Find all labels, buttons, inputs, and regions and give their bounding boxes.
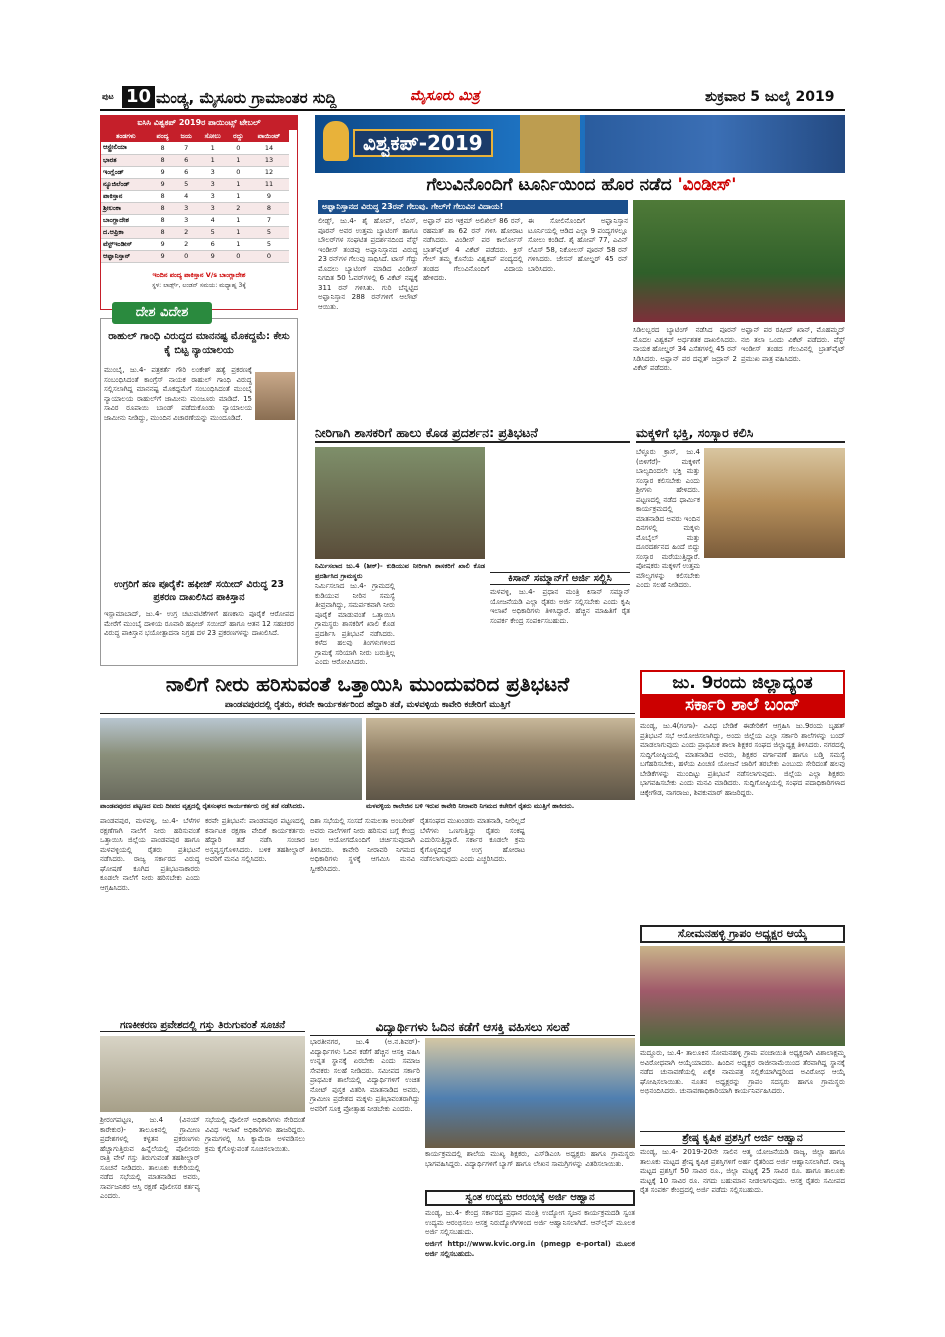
table-cell: 5 xyxy=(249,238,289,250)
table-cell: 1 xyxy=(228,178,249,190)
udyami-link[interactable]: ಅರ್ಜಿಗೆ http://www.kvic.org.in (pmegp e-portal) ಮೂಲಕ ಅರ್ಜಿ ಸಲ್ಲಿಸಬಹುದು. xyxy=(425,1240,635,1258)
table-cell: 2 xyxy=(175,226,198,238)
table-row xyxy=(101,154,289,166)
dharna-col-5 xyxy=(530,817,635,1015)
points-table-header: ಪಾಯಿಂಟ್ xyxy=(249,130,289,142)
table-cell: 12 xyxy=(249,166,289,178)
students-col-3 xyxy=(310,1190,420,1248)
ganakikarana-photo xyxy=(100,1036,305,1112)
rahul-headline: ರಾಹುಲ್ ಗಾಂಧಿ ವಿರುದ್ಧದ ಮಾನನಷ್ಟ ಮೊಕದ್ದಮೆ: ಕೇಸು ಕೈ ಬಿಟ್ಟ ನ್ಯಾಯಾಲಯ xyxy=(108,331,290,356)
table-cell: 4 xyxy=(198,214,228,226)
dharna-col-3: ದಿಶಾ ಸಭೆಯಲ್ಲಿ ಸಂಸದೆ ಸುಮಲತಾ ಅಂಬರೀಶ್ ಅವರು ನಾಲೆಗಳಿಗೆ ನೀರು ಹರಿಸುವ ಬಗ್ಗೆ ಕೇಂದ್ರ ಜಲ ಆಯೋಗದೊಂದಿಗೆ ಚರ್ಚಿಸುವುದಾಗಿ ತಿಳಿಸಿದರು. ಕಾವೇರಿ ನೀರಾವರಿ ನಿಗಮದ ಅಧಿಕಾರಿಗಳು ಸ್ಥಳಕ್ಕೆ ಆಗಮಿಸಿ ಮನವಿ ಸ್ವೀಕರಿಸಿದರು. xyxy=(310,817,415,873)
somanahalli-body: ಮದ್ದೂರು, ಜು.4- ತಾಲೂಕಿನ ಸೋಮನಹಳ್ಳಿ ಗ್ರಾಮ ಪಂಚಾಯಿತಿ ಅಧ್ಯಕ್ಷರಾಗಿ ವಿಶಾಲಾಕ್ಷಮ್ಮ ಅವಿರೋಧವಾಗಿ ಆಯ್ಕೆಯಾದರು. ಹಿಂದಿನ ಅಧ್ಯಕ್ಷರ ರಾಜೀನಾಮೆಯಿಂದ ತೆರವಾಗಿದ್ದ ಸ್ಥಾನಕ್ಕೆ ನಡೆದ ಚುನಾವಣೆಯಲ್ಲಿ ಏಕೈಕ ನಾಮಪತ್ರ ಸಲ್ಲಿಕೆಯಾಗಿದ್ದರಿಂದ ಅವಿರೋಧ ಆಯ್ಕೆ ಘೋಷಿಸಲಾಯಿತು. ನೂತನ ಅಧ್ಯಕ್ಷರನ್ನು ಗ್ರಾಪಂ ಸದಸ್ಯರು ಹಾಗೂ ಗ್ರಾಮಸ್ಥರು ಅಭಿನಂದಿಸಿದರು. ಚುನಾವಣಾಧಿಕಾರಿಯಾಗಿ ಕಾರ್ಯನಿರ್ವಹಿಸಿದರು. xyxy=(640,1049,845,1095)
krishi-headline: ಶ್ರೇಷ್ಠ ಕೃಷಿಕ ಪ್ರಶಸ್ತಿಗೆ ಅರ್ಜಿ ಆಹ್ವಾನ xyxy=(640,1131,845,1146)
table-cell: ಪಾಕಿಸ್ತಾನ xyxy=(101,190,151,202)
students-col-2: ಕಾರ್ಯಕ್ರಮದಲ್ಲಿ ಶಾಲೆಯ ಮುಖ್ಯ ಶಿಕ್ಷಕರು, ಎಸ್‌ಡಿಎಂಸಿ ಅಧ್ಯಕ್ಷರು ಹಾಗೂ ಗ್ರಾಮಸ್ಥರು ಭಾಗವಹಿಸಿದ್ದರು. ವಿದ್ಯಾರ್ಥಿಗಳಿಗೆ ಬ್ಯಾಗ್ ಹಾಗೂ ಲೇಖನ ಸಾಮಗ್ರಿಗಳನ್ನು ವಿತರಿಸಲಾಯಿತು. xyxy=(425,1150,635,1168)
table-cell: 6 xyxy=(175,154,198,166)
table-cell: 0 xyxy=(228,250,249,262)
table-cell: 8 xyxy=(151,154,175,166)
bandh-headline-1: ಜು. 9ರಂದು ಜಿಲ್ಲಾದ್ಯಂತ xyxy=(672,673,813,693)
kisan-headline: ಕಿಸಾನ್ ಸಮ್ಮಾನ್‌ಗೆ ಅರ್ಜಿ ಸಲ್ಲಿಸಿ xyxy=(490,572,630,585)
table-cell: 2 xyxy=(175,238,198,250)
page-number: 10 xyxy=(122,86,155,108)
hafeez-headline: ಉಗ್ರರಿಗೆ ಹಣ ಪೂರೈಕೆ: ಹಫೀಜ್ ಸಯೀದ್ ವಿರುದ್ಧ 23 ಪ್ರಕರಣ ದಾಖಲಿಸಿದ ಪಾಕಿಸ್ತಾನ xyxy=(113,579,285,603)
students-headline: ವಿದ್ಯಾರ್ಥಿಗಳು ಓದಿನ ಕಡೆಗೆ ಆಸಕ್ತಿ ವಹಿಸಲು ಸಲಹೆ xyxy=(310,1020,635,1036)
rahul-body-continued xyxy=(104,440,294,574)
worldcup-col-3: ಈ ಸೋಲಿನೊಂದಿಗೆ ಅಫ್ಘಾನಿಸ್ತಾನ ಟೂರ್ನಿಯಲ್ಲಿ ಆಡಿದ ಎಲ್ಲಾ 9 ಪಂದ್ಯಗಳಲ್ಲೂ ಸೋಲು ಕಂಡಿದೆ. ಶೈ ಹೋಪ್ 77, ಎವಿನ್ ಲೆವಿಸ್ 58, ನಿಕೋಲಸ್ ಪೂರನ್ 58 ರನ್ ಗಳಿಸಿದರು. ಜೇಸನ್ ಹೋಲ್ಡರ್ 45 ರನ್ ಬಾರಿಸಿದರು. xyxy=(528,217,628,273)
section-title: ಮಂಡ್ಯ, ಮೈಸೂರು ಗ್ರಾಮಾಂತರ ಸುದ್ದಿ xyxy=(156,89,337,107)
worldcup-col-4: ಸಿಡಿಲಬ್ಬರದ ಬ್ಯಾಟಿಂಗ್ ನಡೆಸಿದ ಪೂರನ್ ಮೊದಲ ವಿಶ್ವಕಪ್ ಅರ್ಧಶತಕ ದಾಖಲಿಸಿದರು. ನಾಯಕ ಹೋಲ್ಡರ್ 34 ಎಸೆತಗಳಲ್ಲಿ 45 ರನ್ ಸಿಡಿಸಿದರು. ಅಫ್ಘಾನ್ ಪರ ದವ್ಲತ್ ಜದ್ರಾನ್ 2 ವಿಕೆಟ್ ಪಡೆದರು. xyxy=(633,326,737,372)
table-cell: 9 xyxy=(151,250,175,262)
points-table-header: ಸೋಲು xyxy=(198,130,228,142)
values-photo xyxy=(704,448,845,558)
somanahalli-headline: ಸೋಮನಹಳ್ಳಿ ಗ್ರಾಪಂ ಅಧ್ಯಕ್ಷರ ಆಯ್ಕೆ xyxy=(640,925,845,943)
somanahalli-photo xyxy=(640,946,845,1046)
table-cell: 3 xyxy=(198,166,228,178)
dharna-photo-1 xyxy=(100,718,362,800)
points-table-box xyxy=(100,115,298,310)
stumps-graphic xyxy=(520,115,580,173)
trophy-icon xyxy=(323,121,349,161)
worldcup-col-5: ಅಫ್ಘಾನ್ ಪರ ರಷೀದ್ ಖಾನ್, ಮೊಹಮ್ಮದ್ ನಬಿ ತಲಾ ಒಂದು ವಿಕೆಟ್ ಪಡೆದರು. ವೆಸ್ಟ್ ಇಂಡೀಸ್ ತಂಡದ ಗೆಲುವಿನಲ್ಲಿ ಬ್ರಾತ್‌ವೈಟ್ ಪ್ರಮುಖ ಪಾತ್ರ ವಹಿಸಿದರು. xyxy=(741,326,845,363)
today-match: ಇಂದಿನ ಪಂದ್ಯ ಪಾಕಿಸ್ತಾನ V/s ಬಾಂಗ್ಲಾದೇಶ xyxy=(152,270,246,279)
dharna-col-4: ರೈತಸಂಘದ ಮುಖಂಡರು ಮಾತನಾಡಿ, ನೀರಿಲ್ಲದೆ ಬೆಳೆಗಳು ಒಣಗುತ್ತಿದ್ದು ರೈತರು ಸಂಕಷ್ಟ ಎದುರಿಸುತ್ತಿದ್ದಾರೆ. ಸರ್ಕಾರ ಕೂಡಲೇ ಕ್ರಮ ಕೈಗೊಳ್ಳದಿದ್ದರೆ ಉಗ್ರ ಹೋರಾಟ ನಡೆಸಲಾಗುವುದು ಎಂದು ಎಚ್ಚರಿಸಿದರು. xyxy=(420,817,525,863)
desha-videsha-label: ದೇಶ ವಿದೇಶ xyxy=(112,302,212,324)
table-cell: 3 xyxy=(198,202,228,214)
table-cell: 0 xyxy=(228,142,249,154)
worldcup-subhead: ಅಫ್ಘಾನಿಸ್ತಾನದ ವಿರುದ್ಧ 23ರನ್ ಗೆಲುವು. ಗೇಲ್‌ಗೆ ಗೆಲುವಿನ ವಿದಾಯ! xyxy=(318,200,628,214)
rahul-photo xyxy=(255,372,295,420)
bandh-headline-2: ಸರ್ಕಾರಿ ಶಾಲೆ ಬಂದ್ xyxy=(642,694,843,716)
windies-photo xyxy=(633,200,845,322)
table-cell: ಬಾಂಗ್ಲಾದೇಶ xyxy=(101,214,151,226)
krishi-body: ಮಂಡ್ಯ, ಜು.4- 2019-20ನೇ ಸಾಲಿನ ಆತ್ಮ ಯೋಜನೆಯಡಿ ರಾಜ್ಯ, ಜಿಲ್ಲಾ ಹಾಗೂ ತಾಲೂಕು ಮಟ್ಟದ ಶ್ರೇಷ್ಠ ಕೃಷಿಕ ಪ್ರಶಸ್ತಿಗಳಿಗೆ ಅರ್ಹ ರೈತರಿಂದ ಅರ್ಜಿ ಆಹ್ವಾನಿಸಲಾಗಿದೆ. ರಾಜ್ಯ ಮಟ್ಟದ ಪ್ರಶಸ್ತಿಗೆ 50 ಸಾವಿರ ರೂ., ಜಿಲ್ಲಾ ಮಟ್ಟಕ್ಕೆ 25 ಸಾವಿರ ರೂ. ಹಾಗೂ ತಾಲೂಕು ಮಟ್ಟಕ್ಕೆ 10 ಸಾವಿರ ರೂ. ನಗದು ಬಹುಮಾನ ನೀಡಲಾಗುವುದು. ಆಸಕ್ತ ರೈತರು ಸಮೀಪದ ರೈತ ಸಂಪರ್ಕ ಕೇಂದ್ರದಲ್ಲಿ ಅರ್ಜಿ ಪಡೆದು ಸಲ್ಲಿಸಬಹುದು. xyxy=(640,1148,845,1194)
table-cell: 1 xyxy=(228,214,249,226)
points-table-header: ಜಯ xyxy=(175,130,198,142)
table-cell: 1 xyxy=(228,154,249,166)
table-cell: 0 xyxy=(175,250,198,262)
table-cell: 8 xyxy=(151,214,175,226)
match-venue: ಸ್ಥಳ: ಲಾರ್ಡ್ಸ್, ಲಂಡನ್ ಸಮಯ: ಮಧ್ಯಾಹ್ನ 3ಕ್ಕೆ xyxy=(152,281,246,289)
team-photo xyxy=(585,115,845,173)
table-cell: 1 xyxy=(228,190,249,202)
worldcup-col-1: ಲೀಡ್ಸ್, ಜು.4- ಶೈ ಹೋಪ್, ಲೆವಿಸ್, ಪೂರನ್ ಅವರ ಉತ್ತಮ ಬ್ಯಾಟಿಂಗ್ ಹಾಗೂ ಬೌಲರ್‌ಗಳ ಸಂಘಟಿತ ಪ್ರದರ್ಶನದಿಂದ ವೆಸ್ಟ್ ಇಂಡೀಸ್ ತಂಡವು ಅಫ್ಘಾನಿಸ್ತಾನದ ವಿರುದ್ಧ 23 ರನ್‌ಗಳ ಗೆಲುವು ಸಾಧಿಸಿದೆ. ಟಾಸ್ ಗೆದ್ದು ಮೊದಲು ಬ್ಯಾಟಿಂಗ್ ಮಾಡಿದ ವಿಂಡೀಸ್ ನಿಗದಿತ 50 ಓವರ್‌ಗಳಲ್ಲಿ 6 ವಿಕೆಟ್ ನಷ್ಟಕ್ಕೆ 311 ರನ್ ಗಳಿಸಿತು. ಗುರಿ ಬೆನ್ನಟ್ಟಿದ ಅಫ್ಘಾನಿಸ್ತಾನ 288 ರನ್‌ಗಳಿಗೆ ಆಲೌಟ್ ಆಯಿತು. xyxy=(318,217,418,311)
table-cell: 3 xyxy=(198,178,228,190)
table-cell: 8 xyxy=(151,190,175,202)
kisan-body: ಮಳವಳ್ಳಿ, ಜು.4- ಪ್ರಧಾನ ಮಂತ್ರಿ ಕಿಸಾನ್ ಸಮ್ಮಾನ್ ಯೋಜನೆಯಡಿ ಎಲ್ಲಾ ರೈತರು ಅರ್ಜಿ ಸಲ್ಲಿಸಬೇಕು ಎಂದು ಕೃಷಿ ಇಲಾಖೆ ಅಧಿಕಾರಿಗಳು ತಿಳಿಸಿದ್ದಾರೆ. ಹೆಚ್ಚಿನ ಮಾಹಿತಿಗೆ ರೈತ ಸಂಪರ್ಕ ಕೇಂದ್ರ ಸಂಪರ್ಕಿಸಬಹುದು. xyxy=(490,588,630,625)
worldcup-label: ವಿಶ್ವಕಪ್-2019 xyxy=(353,129,493,157)
bandh-headline-box xyxy=(640,670,845,718)
hafeez-body: ಇಸ್ಲಾಮಾಬಾದ್, ಜು.4- ಉಗ್ರ ಚಟುವಟಿಕೆಗಳಿಗೆ ಹಣಕಾಸು ಪೂರೈಕೆ ಆರೋಪದ ಮೇರೆಗೆ ಮುಂಬೈ ದಾಳಿಯ ರೂವಾರಿ ಹಫೀಜ್ ಸಯೀದ್ ಹಾಗೂ ಆತನ 12 ಸಹಚರರ ವಿರುದ್ಧ ಪಾಕಿಸ್ತಾನ ಭಯೋತ್ಪಾದನಾ ನಿಗ್ರಹ ದಳ 23 ಪ್ರಕರಣಗಳನ್ನು ದಾಖಲಿಸಿದೆ. xyxy=(104,610,294,637)
values-col-2 xyxy=(704,562,845,666)
table-cell: 8 xyxy=(151,226,175,238)
table-cell: 9 xyxy=(151,178,175,190)
dharna-col-1: ಪಾಂಡವಪುರ, ಮಳವಳ್ಳಿ, ಜು.4- ಬೆಳೆಗಳ ರಕ್ಷಣೆಗಾಗಿ ನಾಲೆಗೆ ನೀರು ಹರಿಸುವಂತೆ ಒತ್ತಾಯಿಸಿ ಜಿಲ್ಲೆಯ ಪಾಂಡವಪುರ ಹಾಗೂ ಮಳವಳ್ಳಿಯಲ್ಲಿ ರೈತರು ಪ್ರತಿಭಟನೆ ನಡೆಸಿದರು. ರಾಜ್ಯ ಸರ್ಕಾರದ ವಿರುದ್ಧ ಘೋಷಣೆ ಕೂಗಿದ ಪ್ರತಿಭಟನಾಕಾರರು ಕೂಡಲೇ ನಾಲೆಗೆ ನೀರು ಹರಿಸಬೇಕು ಎಂದು ಆಗ್ರಹಿಸಿದರು. xyxy=(100,817,200,892)
table-cell: 8 xyxy=(249,202,289,214)
table-cell: 1 xyxy=(228,226,249,238)
table-cell: 2 xyxy=(228,202,249,214)
table-row xyxy=(101,178,289,190)
table-cell: 5 xyxy=(249,226,289,238)
worldcup-banner xyxy=(315,115,845,173)
bandh-body: ಮಂಡ್ಯ, ಜು.4(ಗಂಗಾ)- ವಿವಿಧ ಬೇಡಿಕೆ ಈಡೇರಿಕೆಗೆ ಆಗ್ರಹಿಸಿ ಜು.9ರಂದು ಬೃಹತ್ ಪ್ರತಿಭಟನೆ ಸಭೆ ಆಯೋಜಿಸಲಾಗಿದ್ದು, ಅಂದು ಜಿಲ್ಲೆಯ ಎಲ್ಲಾ ಸರ್ಕಾರಿ ಶಾಲೆಗಳನ್ನು ಬಂದ್ ಮಾಡಲಾಗುವುದು ಎಂದು ಪ್ರಾಥಮಿಕ ಶಾಲಾ ಶಿಕ್ಷಕರ ಸಂಘದ ಜಿಲ್ಲಾಧ್ಯಕ್ಷ ತಿಳಿಸಿದರು. ನಗರದಲ್ಲಿ ಸುದ್ದಿಗೋಷ್ಠಿಯಲ್ಲಿ ಮಾತನಾಡಿದ ಅವರು, ಶಿಕ್ಷಕರ ವರ್ಗಾವಣೆ ಹಾಗೂ ಬಡ್ತಿ ಸಮಸ್ಯೆ ಬಗೆಹರಿಸಬೇಕು, ಹಳೆಯ ಪಿಂಚಣಿ ಯೋಜನೆ ಜಾರಿಗೆ ತರಬೇಕು ಎಂಬುದು ಸೇರಿದಂತೆ ಹಲವು ಬೇಡಿಕೆಗಳನ್ನು ಮುಂದಿಟ್ಟು ಪ್ರತಿಭಟನೆ ನಡೆಸಲಾಗುವುದು. ಜಿಲ್ಲೆಯ ಎಲ್ಲಾ ಶಿಕ್ಷಕರು ಭಾಗವಹಿಸಬೇಕು ಎಂದು ಮನವಿ ಮಾಡಿದರು. ಸುದ್ದಿಗೋಷ್ಠಿಯಲ್ಲಿ ಸಂಘದ ಪದಾಧಿಕಾರಿಗಳಾದ ಚಿಕ್ಕೇಗೌಡ, ನಾಗರಾಜು, ಶಿವಕುಮಾರ್ ಹಾಜರಿದ್ದರು. xyxy=(640,722,845,797)
table-cell: 8 xyxy=(151,202,175,214)
page-label: ಪುಟ xyxy=(102,92,114,101)
worldcup-headline-red: 'ವಿಂಡೀಸ್' xyxy=(677,175,737,195)
table-cell: 1 xyxy=(198,142,228,154)
table-cell: ಆಫ್ಘಾನಿಸ್ತಾನ್ xyxy=(101,250,151,262)
table-row xyxy=(101,238,289,250)
table-cell: 3 xyxy=(175,202,198,214)
table-cell: 4 xyxy=(175,190,198,202)
students-col-1: ಭಾರತೀನಗರ, ಜು.4 (ಅ.ನ.ಶಿವರ್)- ವಿದ್ಯಾರ್ಥಿಗಳು ಓದಿನ ಕಡೆಗೆ ಹೆಚ್ಚಿನ ಆಸಕ್ತಿ ವಹಿಸಿ ಉನ್ನತ ಸ್ಥಾನಕ್ಕೆ ಏರಬೇಕು ಎಂದು ಸಮಾಜ ಸೇವಕರು ಸಲಹೆ ನೀಡಿದರು. ಸಮೀಪದ ಸರ್ಕಾರಿ ಪ್ರಾಥಮಿಕ ಶಾಲೆಯಲ್ಲಿ ವಿದ್ಯಾರ್ಥಿಗಳಿಗೆ ಉಚಿತ ನೋಟ್ ಪುಸ್ತಕ ವಿತರಿಸಿ ಮಾತನಾಡಿದ ಅವರು, ಗ್ರಾಮೀಣ ಪ್ರದೇಶದ ಮಕ್ಕಳು ಪ್ರತಿಭಾವಂತರಾಗಿದ್ದು ಅವರಿಗೆ ಸೂಕ್ತ ಪ್ರೋತ್ಸಾಹ ನೀಡಬೇಕು ಎಂದರು. xyxy=(310,1038,420,1113)
table-row xyxy=(101,166,289,178)
udyami-body: ಮಂಡ್ಯ, ಜು.4- ಕೇಂದ್ರ ಸರ್ಕಾರದ ಪ್ರಧಾನ ಮಂತ್ರಿ ಉದ್ಯೋಗ ಸೃಜನ ಕಾರ್ಯಕ್ರಮದಡಿ ಸ್ವಂತ ಉದ್ಯಮ ಆರಂಭಿಸಲು ಆಸಕ್ತ ನಿರುದ್ಯೋಗಿಗಳಿಂದ ಅರ್ಜಿ ಆಹ್ವಾನಿಸಲಾಗಿದೆ. ಆನ್‌ಲೈನ್ ಮೂಲಕ ಅರ್ಜಿ ಸಲ್ಲಿಸಬಹುದು. xyxy=(425,1209,635,1236)
water-protest-col-2 xyxy=(400,582,485,666)
table-row xyxy=(101,202,289,214)
points-table-header: ಪಂದ್ಯ xyxy=(151,130,175,142)
table-cell: ಶ್ರೀಲಂಕಾ xyxy=(101,202,151,214)
table-cell: 6 xyxy=(198,238,228,250)
dharna-caption-1: ಪಾಂಡವಪುರದ ಪಟ್ಟಣದ ಐದು ದೀಪದ ವೃತ್ತದಲ್ಲಿ ರೈತಸಂಘದ ಕಾರ್ಯಕರ್ತರು ರಸ್ತೆ ತಡೆ ನಡೆಸಿದರು. xyxy=(100,802,305,810)
table-cell: 9 xyxy=(151,166,175,178)
dharna-headline: ನಾಲಿಗೆ ನೀರು ಹರಿಸುವಂತೆ ಒತ್ತಾಯಿಸಿ ಮುಂದುವರಿದ ಪ್ರತಿಭಟನೆ xyxy=(165,672,570,696)
points-table-header: ತಂಡಗಳು xyxy=(101,130,151,142)
water-protest-headline: ನೀರಿಗಾಗಿ ಶಾಸಕರಿಗೆ ಹಾಲು ಕೊಡ ಪ್ರದರ್ಶನ: ಪ್ರತಿಭಟನೆ xyxy=(315,425,630,443)
worldcup-col-2: ಅಫ್ಘಾನ್ ಪರ ಇಕ್ರಮ್ ಅಲಿಖಿಲ್ 86 ರನ್, ರಹಮತ್ ಶಾ 62 ರನ್ ಗಳಿಸಿ ಹೋರಾಟ ನಡೆಸಿದರು. ವಿಂಡೀಸ್ ಪರ ಕಾರ್ಲೋಸ್ ಬ್ರಾತ್‌ವೈಟ್ 4 ವಿಕೆಟ್ ಪಡೆದರು. ಕ್ರಿಸ್ ಗೇಲ್ ತಮ್ಮ ಕೊನೆಯ ವಿಶ್ವಕಪ್ ಪಂದ್ಯದಲ್ಲಿ ತಂಡದ ಗೆಲುವಿನೊಂದಿಗೆ ವಿದಾಯ ಹೇಳಿದರು. xyxy=(423,217,523,282)
ganakikarana-headline: ಗಣಕೀಕರಣ ಪ್ರವೇಶದಲ್ಲಿ ಗಸ್ತು ತಿರುಗುವಂತೆ ಸೂಚನೆ xyxy=(100,1020,305,1032)
masthead-logo: ಮೈಸೂರು ಮಿತ್ರ xyxy=(410,88,480,104)
table-cell: ದ.ಆಫ್ರಿಕಾ xyxy=(101,226,151,238)
table-row xyxy=(101,142,289,154)
water-protest-photo xyxy=(315,447,485,559)
table-cell: ನ್ಯೂಜಿಲೆಂಡ್ xyxy=(101,178,151,190)
table-cell: 9 xyxy=(198,250,228,262)
table-cell: 7 xyxy=(249,214,289,226)
values-headline: ಮಕ್ಕಳಿಗೆ ಭಕ್ತಿ, ಸಂಸ್ಕಾರ ಕಲಿಸಿ xyxy=(636,425,845,443)
values-col-1: ಬೆಳ್ಳೂರು ಕ್ರಾಸ್, ಜು.4 (ಬಿಳಿಗೆರೆ)- ಮಕ್ಕಳಿಗೆ ಬಾಲ್ಯದಿಂದಲೇ ಭಕ್ತಿ ಮತ್ತು ಸಂಸ್ಕಾರ ಕಲಿಸಬೇಕು ಎಂದು ಶ್ರೀಗಳು ಹೇಳಿದರು. ಪಟ್ಟಣದಲ್ಲಿ ನಡೆದ ಧಾರ್ಮಿಕ ಕಾರ್ಯಕ್ರಮದಲ್ಲಿ ಮಾತನಾಡಿದ ಅವರು ಇಂದಿನ ದಿನಗಳಲ್ಲಿ ಮಕ್ಕಳು ಮೊಬೈಲ್ ಮತ್ತು ದೂರದರ್ಶನದ ಹಿಂದೆ ಬಿದ್ದು ಸಂಸ್ಕಾರ ಮರೆಯುತ್ತಿದ್ದಾರೆ. ಪೋಷಕರು ಮಕ್ಕಳಿಗೆ ಉತ್ತಮ ಮೌಲ್ಯಗಳನ್ನು ಕಲಿಸಬೇಕು ಎಂದು ಸಲಹೆ ನೀಡಿದರು. xyxy=(636,448,700,589)
points-table-title: ಐಸಿಸಿ ವಿಶ್ವಕಪ್ 2019ರ ಪಾಯಿಂಟ್ಸ್ ಟೇಬಲ್ xyxy=(101,116,297,130)
points-table-header: ರದ್ದು xyxy=(228,130,249,142)
table-cell: 0 xyxy=(228,166,249,178)
rahul-body: ಮುಂಬೈ, ಜು.4- ಪತ್ರಕರ್ತೆ ಗೌರಿ ಲಂಕೇಶ್ ಹತ್ಯೆ ಪ್ರಕರಣಕ್ಕೆ ಸಂಬಂಧಿಸಿದಂತೆ ಕಾಂಗ್ರೆಸ್ ನಾಯಕ ರಾಹುಲ್ ಗಾಂಧಿ ವಿರುದ್ಧ ಸಲ್ಲಿಸಲಾಗಿದ್ದ ಮಾನನಷ್ಟ ಮೊಕದ್ದಮೆಗೆ ಸಂಬಂಧಿಸಿದಂತೆ ಮುಂಬೈ ನ್ಯಾಯಾಲಯ ರಾಹುಲ್‌ಗೆ ಜಾಮೀನು ಮಂಜೂರು ಮಾಡಿದೆ. 15 ಸಾವಿರ ರೂಪಾಯಿ ಬಾಂಡ್ ಪಡೆದುಕೊಂಡು ನ್ಯಾಯಾಲಯ ಜಾಮೀನು ನೀಡಿದ್ದು, ಮುಂದಿನ ವಿಚಾರಣೆಯನ್ನು ಮುಂದೂಡಿದೆ. xyxy=(104,366,252,422)
table-cell: 3 xyxy=(175,214,198,226)
dharna-photo-2 xyxy=(366,718,635,800)
table-cell: 14 xyxy=(249,142,289,154)
table-cell: 1 xyxy=(228,238,249,250)
table-cell: 0 xyxy=(249,250,289,262)
udyami-headline: ಸ್ವಂತ ಉದ್ಯಮ ಆರಂಭಕ್ಕೆ ಅರ್ಜಿ ಆಹ್ವಾನ xyxy=(425,1190,635,1206)
worldcup-headline xyxy=(318,175,845,195)
table-cell: 8 xyxy=(151,142,175,154)
values-col-3 xyxy=(636,630,700,666)
water-protest-col-1: ನಿರ್ಮಿಸಲಾದ ಜು.4- ಗ್ರಾಮದಲ್ಲಿ ಕುಡಿಯುವ ನೀರಿನ ಸಮಸ್ಯೆ ತೀವ್ರವಾಗಿದ್ದು, ಸಮರ್ಪಕವಾಗಿ ನೀರು ಪೂರೈಕೆ ಮಾಡುವಂತೆ ಒತ್ತಾಯಿಸಿ ಗ್ರಾಮಸ್ಥರು ಶಾಸಕರಿಗೆ ಖಾಲಿ ಕೊಡ ಪ್ರದರ್ಶಿಸಿ ಪ್ರತಿಭಟನೆ ನಡೆಸಿದರು. ಕಳೆದ ಹಲವು ತಿಂಗಳುಗಳಿಂದ ಗ್ರಾಮಕ್ಕೆ ಸರಿಯಾಗಿ ನೀರು ಬರುತ್ತಿಲ್ಲ ಎಂದು ಆರೋಪಿಸಿದರು. xyxy=(315,582,395,666)
ganakikarana-col-2: ಸಭೆಯಲ್ಲಿ ಪೊಲೀಸ್ ಅಧಿಕಾರಿಗಳು ಸೇರಿದಂತೆ ವಿವಿಧ ಇಲಾಖೆ ಅಧಿಕಾರಿಗಳು ಹಾಜರಿದ್ದರು. ಗ್ರಾಮಗಳಲ್ಲಿ ಸಿಸಿ ಕ್ಯಾಮೆರಾ ಅಳವಡಿಸಲು ಕ್ರಮ ಕೈಗೊಳ್ಳುವಂತೆ ಸೂಚಿಸಲಾಯಿತು. xyxy=(205,1116,305,1153)
table-row xyxy=(101,250,289,262)
table-cell: 9 xyxy=(151,238,175,250)
points-table xyxy=(101,130,289,263)
table-cell: 6 xyxy=(175,166,198,178)
table-cell: ಆಸ್ಟ್ರೇಲಿಯಾ xyxy=(101,142,151,154)
water-protest-caption: ನಿರ್ಮಿಸಲಾದ ಜು.4 (ಶೀಕ್)- ಕುಡಿಯುವ ನೀರಿಗಾಗಿ ಶಾಸಕರಿಗೆ ಖಾಲಿ ಕೊಡ ಪ್ರದರ್ಶಿಸಿದ ಗ್ರಾಮಸ್ಥರು xyxy=(315,562,485,580)
table-cell: 11 xyxy=(249,178,289,190)
table-cell: 7 xyxy=(175,142,198,154)
table-cell: ಭಾರತ xyxy=(101,154,151,166)
table-cell: 3 xyxy=(198,190,228,202)
table-cell: 5 xyxy=(198,226,228,238)
table-cell: ಇಂಗ್ಲೆಂಡ್ xyxy=(101,166,151,178)
table-cell: 1 xyxy=(198,154,228,166)
worldcup-headline-text: ಗೆಲುವಿನೊಂದಿಗೆ ಟೂರ್ನಿಯಿಂದ ಹೊರ ನಡೆದ xyxy=(426,175,678,195)
dharna-caption-2: ಮಳವಳ್ಳಿಯ ಕಾಲೇಜಿನ ಬಳಿ ಇರುವ ಕಾವೇರಿ ನೀರಾವರಿ ನಿಗಮದ ಕಚೇರಿಗೆ ರೈತರು ಮುತ್ತಿಗೆ ಹಾಕಿದರು. xyxy=(366,802,575,810)
table-cell: ವೆಸ್ಟ್‌ಇಂಡೀಸ್ xyxy=(101,238,151,250)
table-cell: 5 xyxy=(175,178,198,190)
table-cell: 13 xyxy=(249,154,289,166)
water-protest-col-3 xyxy=(490,447,630,567)
table-row xyxy=(101,214,289,226)
issue-date: ಶುಕ್ರವಾರ 5 ಜುಲೈ 2019 xyxy=(705,89,835,105)
students-photo xyxy=(425,1038,635,1148)
dharna-col-2: ಕರವೇ ಪ್ರತಿಭಟನೆ: ಪಾಂಡವಪುರ ಪಟ್ಟಣದಲ್ಲಿ ಕರ್ನಾಟಕ ರಕ್ಷಣಾ ವೇದಿಕೆ ಕಾರ್ಯಕರ್ತರು ಹೆದ್ದಾರಿ ತಡೆ ನಡೆಸಿ ಸಂಚಾರ ಅಸ್ತವ್ಯಸ್ತಗೊಳಿಸಿದರು. ಬಳಿಕ ತಹಶೀಲ್ದಾರ್ ಅವರಿಗೆ ಮನವಿ ಸಲ್ಲಿಸಿದರು. xyxy=(205,817,305,863)
table-cell: 9 xyxy=(249,190,289,202)
ganakikarana-col-1: ಶ್ರೀರಂಗಪಟ್ಟಣ, ಜು.4 (ವಿನಯ್ ಕಾರೇಕುರ)- ತಾಲೂಕಿನಲ್ಲಿ ಗ್ರಾಮೀಣ ಪ್ರದೇಶಗಳಲ್ಲಿ ಕಳ್ಳತನ ಪ್ರಕರಣಗಳು ಹೆಚ್ಚಾಗುತ್ತಿರುವ ಹಿನ್ನೆಲೆಯಲ್ಲಿ ಪೊಲೀಸರು ರಾತ್ರಿ ವೇಳೆ ಗಸ್ತು ತಿರುಗುವಂತೆ ತಹಶೀಲ್ದಾರ್ ಸೂಚನೆ ನೀಡಿದರು. ತಾಲೂಕು ಕಚೇರಿಯಲ್ಲಿ ನಡೆದ ಸಭೆಯಲ್ಲಿ ಮಾತನಾಡಿದ ಅವರು, ಸಾರ್ವಜನಿಕರ ಆಸ್ತಿ ರಕ್ಷಣೆ ಪೊಲೀಸರ ಕರ್ತವ್ಯ ಎಂದರು. xyxy=(100,1116,200,1200)
table-row xyxy=(101,190,289,202)
table-row xyxy=(101,226,289,238)
dharna-subhead: ಪಾಂಡವಪುರದಲ್ಲಿ ರೈತರು, ಕರವೇ ಕಾರ್ಯಕರ್ತರಿಂದ ಹೆದ್ದಾರಿ ತಡೆ, ಮಳವಳ್ಳಿಯ ಕಾವೇರಿ ಕಚೇರಿಗೆ ಮುತ್ತಿಗೆ xyxy=(100,700,635,714)
